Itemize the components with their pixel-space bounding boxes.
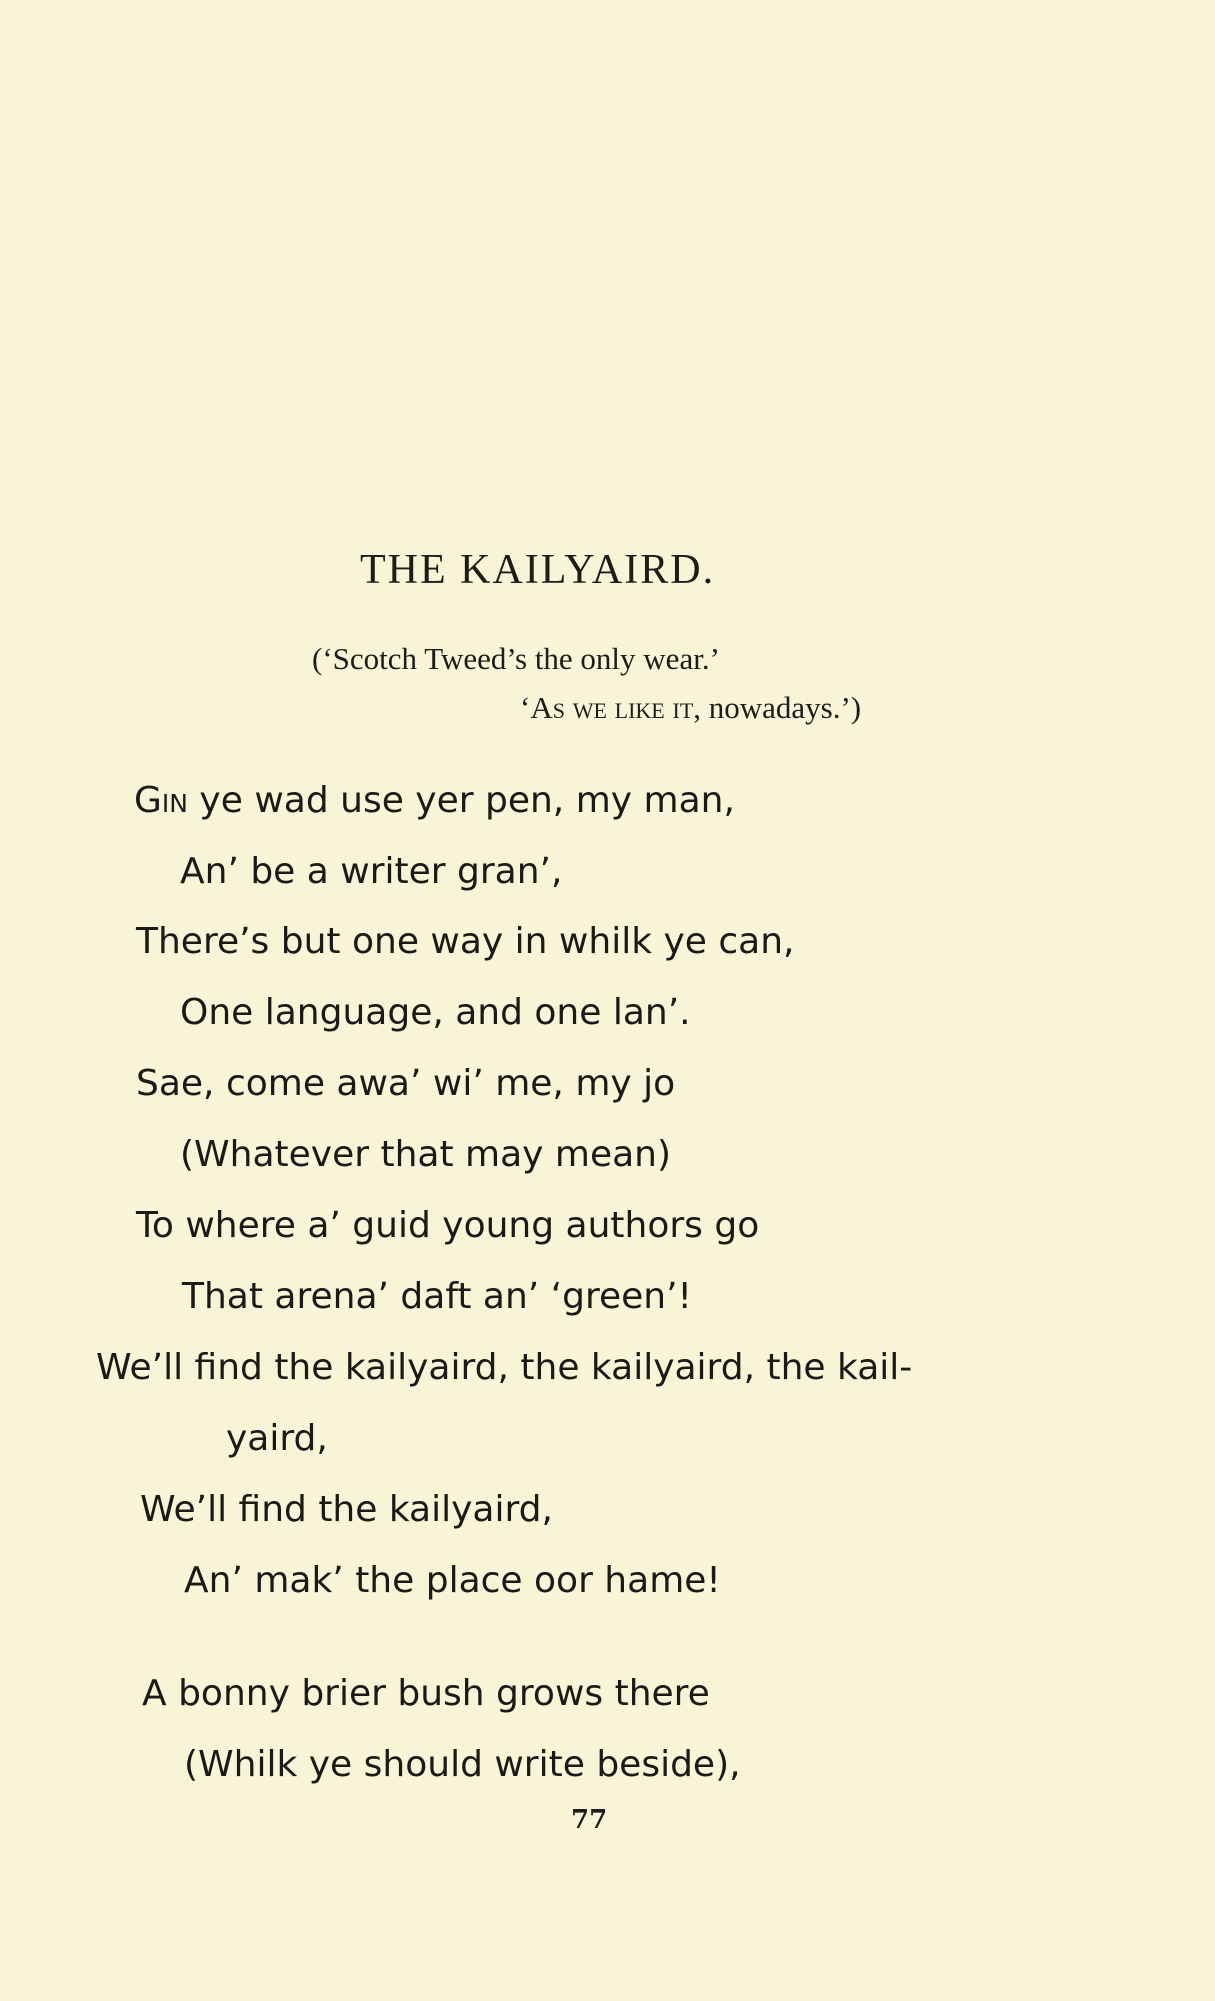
verse-line: Sae, come awa’ wi’ me, my jo [136,1063,676,1104]
verse-line: An’ be a writer gran’, [180,851,563,892]
verse-line: There’s but one way in whilk ye can, [136,921,795,962]
epigraph-line-1: (‘Scotch Tweed’s the only wear.’ [312,641,720,676]
verse-line: One language, and one lan’. [180,992,691,1033]
verse-line: That arena’ daft an’ ‘green’! [182,1276,692,1317]
verse-lead-word: Gin [134,780,188,821]
verse-line: To where a’ guid young authors go [136,1205,760,1246]
verse-line: We’ll find the kailyaird, [140,1489,553,1530]
epigraph-source: As we like it [530,690,694,725]
poem-title: THE KAILYAIRD. [360,547,716,593]
verse-line: (Whatever that may mean) [180,1134,672,1175]
verse-line: A bonny brier bush grows there [142,1673,710,1714]
epigraph-tail: , nowadays.’) [693,690,862,725]
epigraph-open-quote: ‘ [520,690,531,725]
verse-line-text: ye wad use yer pen, my man, [187,780,735,821]
verse-line [134,777,735,825]
verse-line: yaird, [226,1418,328,1459]
verse-line: (Whilk ye should write beside), [184,1744,741,1785]
page-number: 77 [571,1805,608,1835]
verse-line: An’ mak’ the place oor hame! [184,1560,721,1601]
epigraph-line-2 [520,686,861,730]
verse-line: We’ll find the kailyaird, the kailyaird, the kail- [96,1347,913,1388]
